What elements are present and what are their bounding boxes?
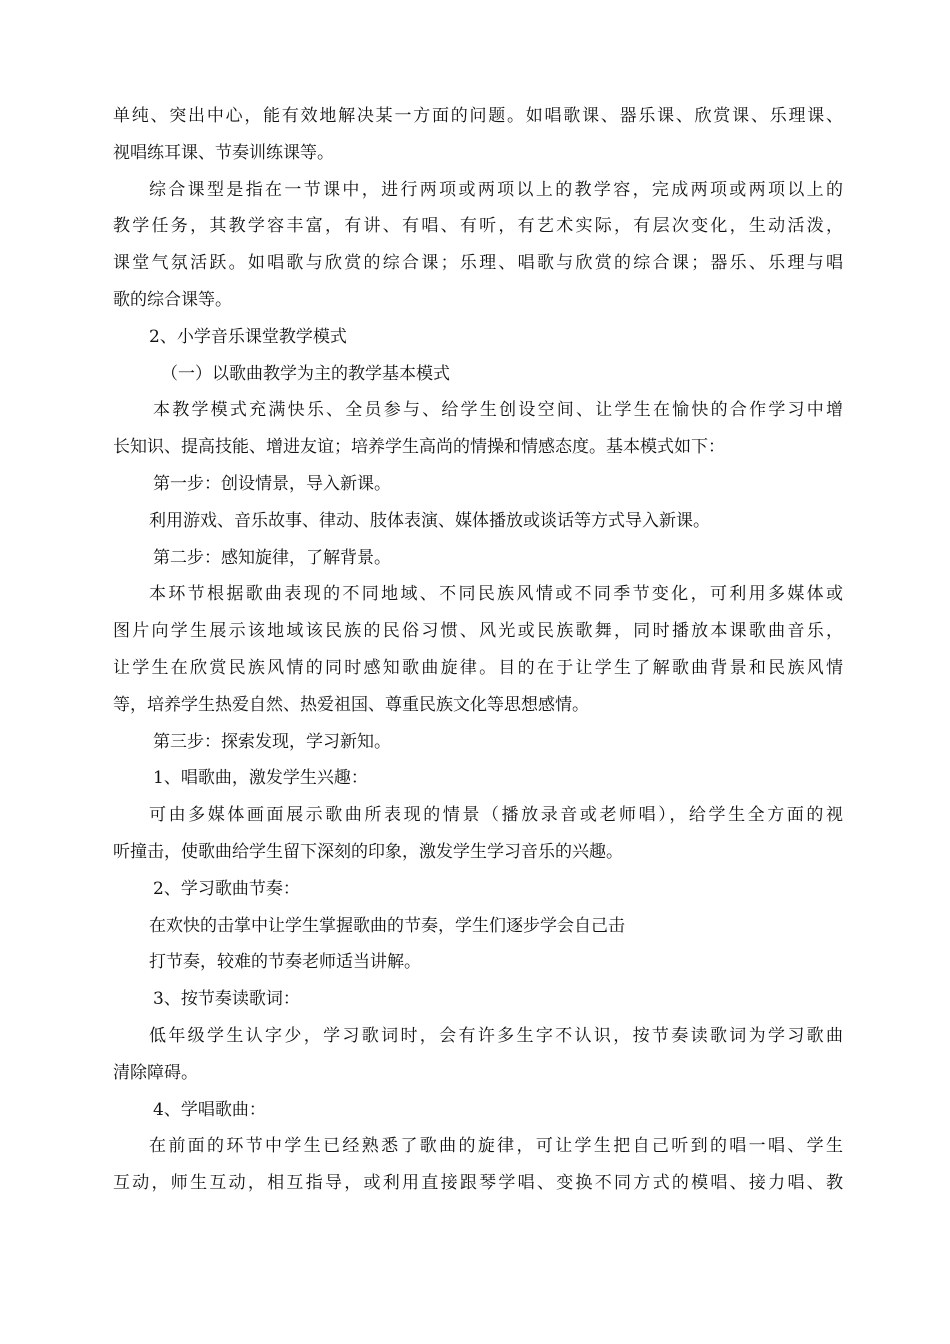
section-heading: 2、小学音乐课堂教学模式 bbox=[149, 326, 347, 347]
step-heading: 第三步：探索发现，学习新知。 bbox=[153, 731, 391, 752]
step-heading: 第一步：创设情景，导入新课。 bbox=[153, 473, 391, 494]
document-page bbox=[113, 98, 843, 1202]
text-line: 本环节根据歌曲表现的不同地域、不同民族风情或不同季节变化，可利用多媒体或 bbox=[149, 584, 843, 605]
text-line: 清除障碍。 bbox=[113, 1062, 198, 1083]
text-line: 利用游戏、音乐故事、律动、肢体表演、媒体播放或谈话等方式导入新课。 bbox=[149, 510, 710, 531]
text-line: 听撞击，使歌曲给学生留下深刻的印象，激发学生学习音乐的兴趣。 bbox=[113, 841, 623, 862]
text-line: 长知识、提高技能、增进友谊；培养学生高尚的情操和情感态度。基本模式如下： bbox=[113, 437, 725, 458]
text-line: 在欢快的击掌中让学生掌握歌曲的节奏，学生们逐步学会自己击 bbox=[149, 915, 625, 936]
list-item-heading: 4、学唱歌曲： bbox=[153, 1099, 266, 1120]
list-item-heading: 2、学习歌曲节奏： bbox=[153, 878, 300, 899]
text-line: 综合课型是指在一节课中，进行两项或两项以上的教学容，完成两项或两项以上的 bbox=[149, 179, 843, 200]
text-line: 低年级学生认字少，学习歌词时，会有许多生字不认识，按节奏读歌词为学习歌曲 bbox=[149, 1025, 843, 1046]
text-line: 教学任务，其教学容丰富，有讲、有唱、有听，有艺术实际，有层次变化，生动活泼， bbox=[113, 216, 843, 237]
text-line: 本教学模式充满快乐、全员参与、给学生创设空间、让学生在愉快的合作学习中增 bbox=[153, 400, 843, 421]
text-line: 图片向学生展示该地域该民族的民俗习惯、风光或民族歌舞，同时播放本课歌曲音乐， bbox=[113, 621, 843, 642]
text-line: 课堂气氛活跃。如唱歌与欣赏的综合课；乐理、唱歌与欣赏的综合课；器乐、乐理与唱 bbox=[113, 253, 843, 274]
text-line: 视唱练耳课、节奏训练课等。 bbox=[113, 142, 334, 163]
text-line: 互动，师生互动，相互指导，或利用直接跟琴学唱、变换不同方式的模唱、接力唱、教 bbox=[113, 1173, 843, 1194]
text-line: 打节奏，较难的节奏老师适当讲解。 bbox=[149, 952, 421, 973]
text-line: 歌的综合课等。 bbox=[113, 289, 232, 310]
text-line: 让学生在欣赏民族风情的同时感知歌曲旋律。目的在于让学生了解歌曲背景和民族风情 bbox=[113, 657, 843, 678]
list-item-heading: 1、唱歌曲，激发学生兴趣： bbox=[153, 768, 368, 789]
text-line: 等，培养学生热爱自然、热爱祖国、尊重民族文化等思想感情。 bbox=[113, 694, 589, 715]
list-item-heading: 3、按节奏读歌词： bbox=[153, 989, 300, 1010]
text-line: 可由多媒体画面展示歌曲所表现的情景（播放录音或老师唱），给学生全方面的视 bbox=[149, 805, 843, 826]
subsection-heading: （一）以歌曲教学为主的教学基本模式 bbox=[161, 363, 450, 384]
text-line: 在前面的环节中学生已经熟悉了歌曲的旋律，可让学生把自己听到的唱一唱、学生 bbox=[149, 1136, 843, 1157]
step-heading: 第二步：感知旋律，了解背景。 bbox=[153, 547, 391, 568]
text-line: 单纯、突出中心，能有效地解决某一方面的问题。如唱歌课、器乐课、欣赏课、乐理课、 bbox=[113, 106, 843, 126]
